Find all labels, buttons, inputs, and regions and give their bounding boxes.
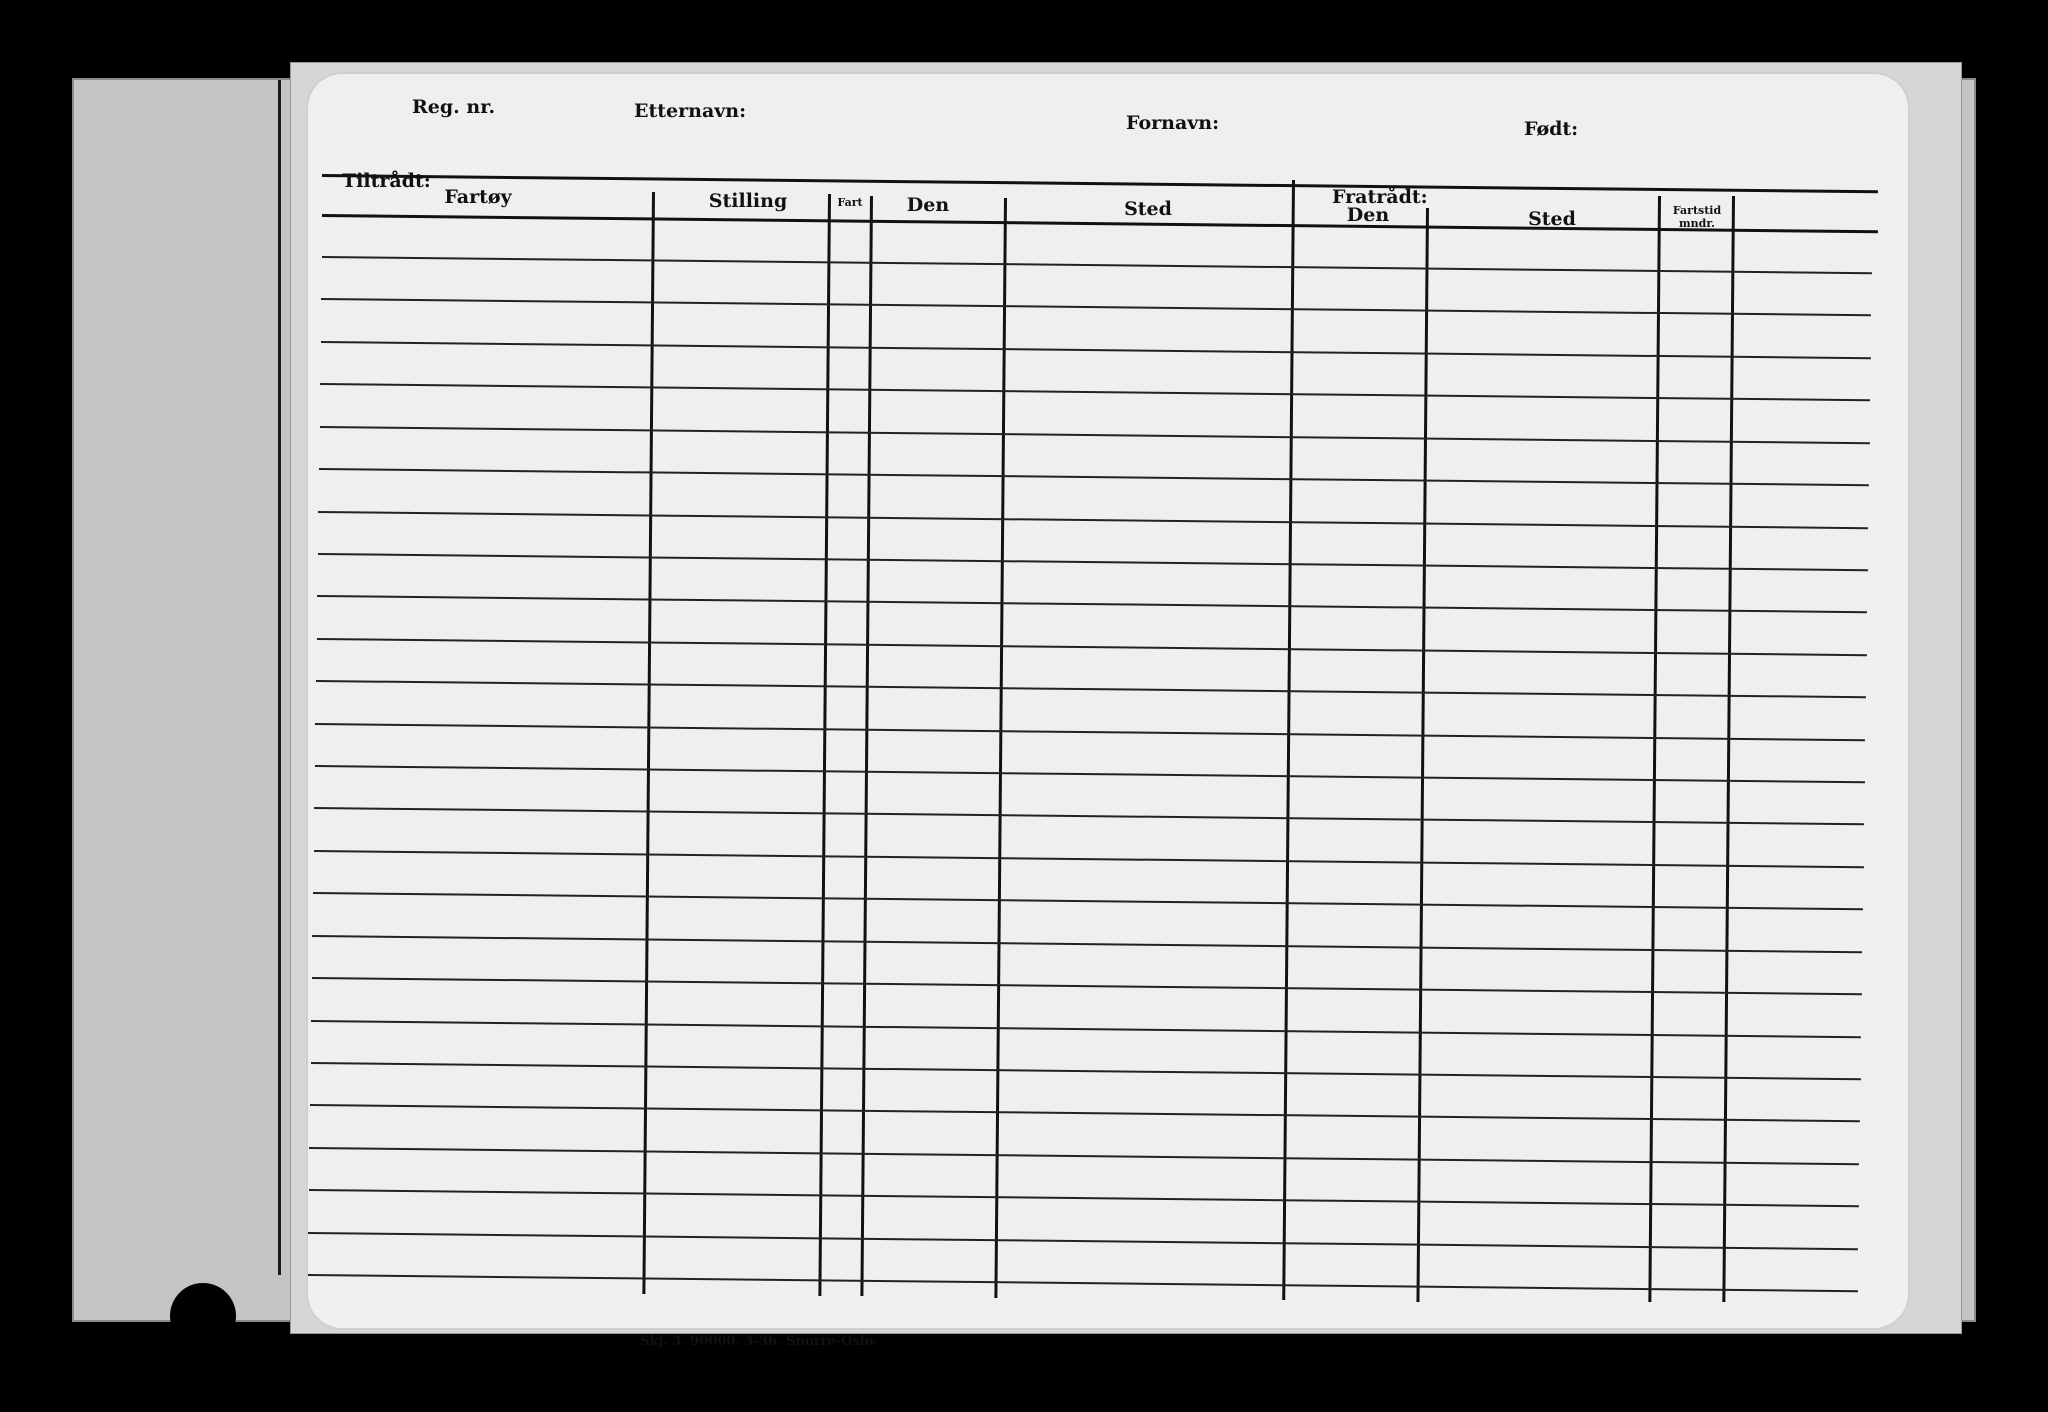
table-row-rule (318, 553, 1868, 571)
table-row-rule (312, 977, 1862, 995)
col-divider-fratradt-den (1416, 208, 1429, 1302)
col-divider-fratradt-sted (1648, 196, 1661, 1302)
reg-nr-label: Reg. nr. (412, 96, 496, 118)
col-den-2: Den (1346, 204, 1390, 226)
col-divider-den (994, 198, 1007, 1298)
table-row-rule (314, 850, 1864, 868)
table-row-rule (309, 1189, 1859, 1207)
col-divider-fartstid (1722, 196, 1735, 1302)
table-row-rule (313, 892, 1863, 910)
table-row-rule (316, 680, 1866, 698)
table-row-rule (314, 807, 1864, 825)
table-row-rule (321, 298, 1871, 316)
col-sted-2: Sted (1528, 208, 1576, 230)
table-row-rule (315, 765, 1865, 783)
col-divider-fartoy (642, 192, 655, 1294)
table-row-rule (321, 341, 1871, 359)
table-row-rule (315, 723, 1865, 741)
binder-edge-line (278, 80, 281, 1275)
col-fartoy: Fartøy (444, 186, 512, 208)
tiltradt-label: Tiltrådt: (342, 170, 431, 192)
table-row-rule (311, 1020, 1861, 1038)
table-row-rule (320, 426, 1870, 444)
table-row-rule (317, 595, 1867, 613)
col-mndr-label: mndr. (1679, 217, 1715, 230)
table-row-rule (319, 468, 1869, 486)
col-den-1: Den (906, 194, 950, 216)
fratradt-label: Fratrådt: (1332, 186, 1428, 208)
col-fartstid-label: Fartstid (1672, 204, 1722, 217)
table-row-rule (320, 383, 1870, 401)
col-fart: Fart (837, 196, 863, 209)
col-fartstid (1662, 204, 1732, 230)
col-divider-sted (1282, 180, 1295, 1300)
col-divider-fart (860, 196, 873, 1296)
table-row-rule (310, 1104, 1860, 1122)
printer-imprint: Skj. 3. 90000. 3-36. Snorre-Oslo. (640, 1334, 878, 1349)
col-stilling: Stilling (708, 190, 788, 212)
thumb-notch (170, 1283, 236, 1349)
table-row-rule (308, 1232, 1858, 1250)
fornavn-label: Fornavn: (1126, 112, 1220, 134)
etternavn-label: Etternavn: (634, 100, 747, 122)
header-rule (322, 174, 1878, 193)
table-row-rule (312, 935, 1862, 953)
table-row-rule (318, 511, 1868, 529)
col-sted-1: Sted (1124, 198, 1172, 220)
registration-card (308, 74, 1908, 1349)
table-row-rule (311, 1062, 1861, 1080)
col-divider-stilling (818, 194, 831, 1296)
table-row-rule (308, 1274, 1858, 1292)
table-row-rule (322, 256, 1872, 274)
fodt-label: Født: (1524, 118, 1579, 140)
table-row-rule (317, 638, 1867, 656)
table-row-rule (309, 1147, 1859, 1165)
